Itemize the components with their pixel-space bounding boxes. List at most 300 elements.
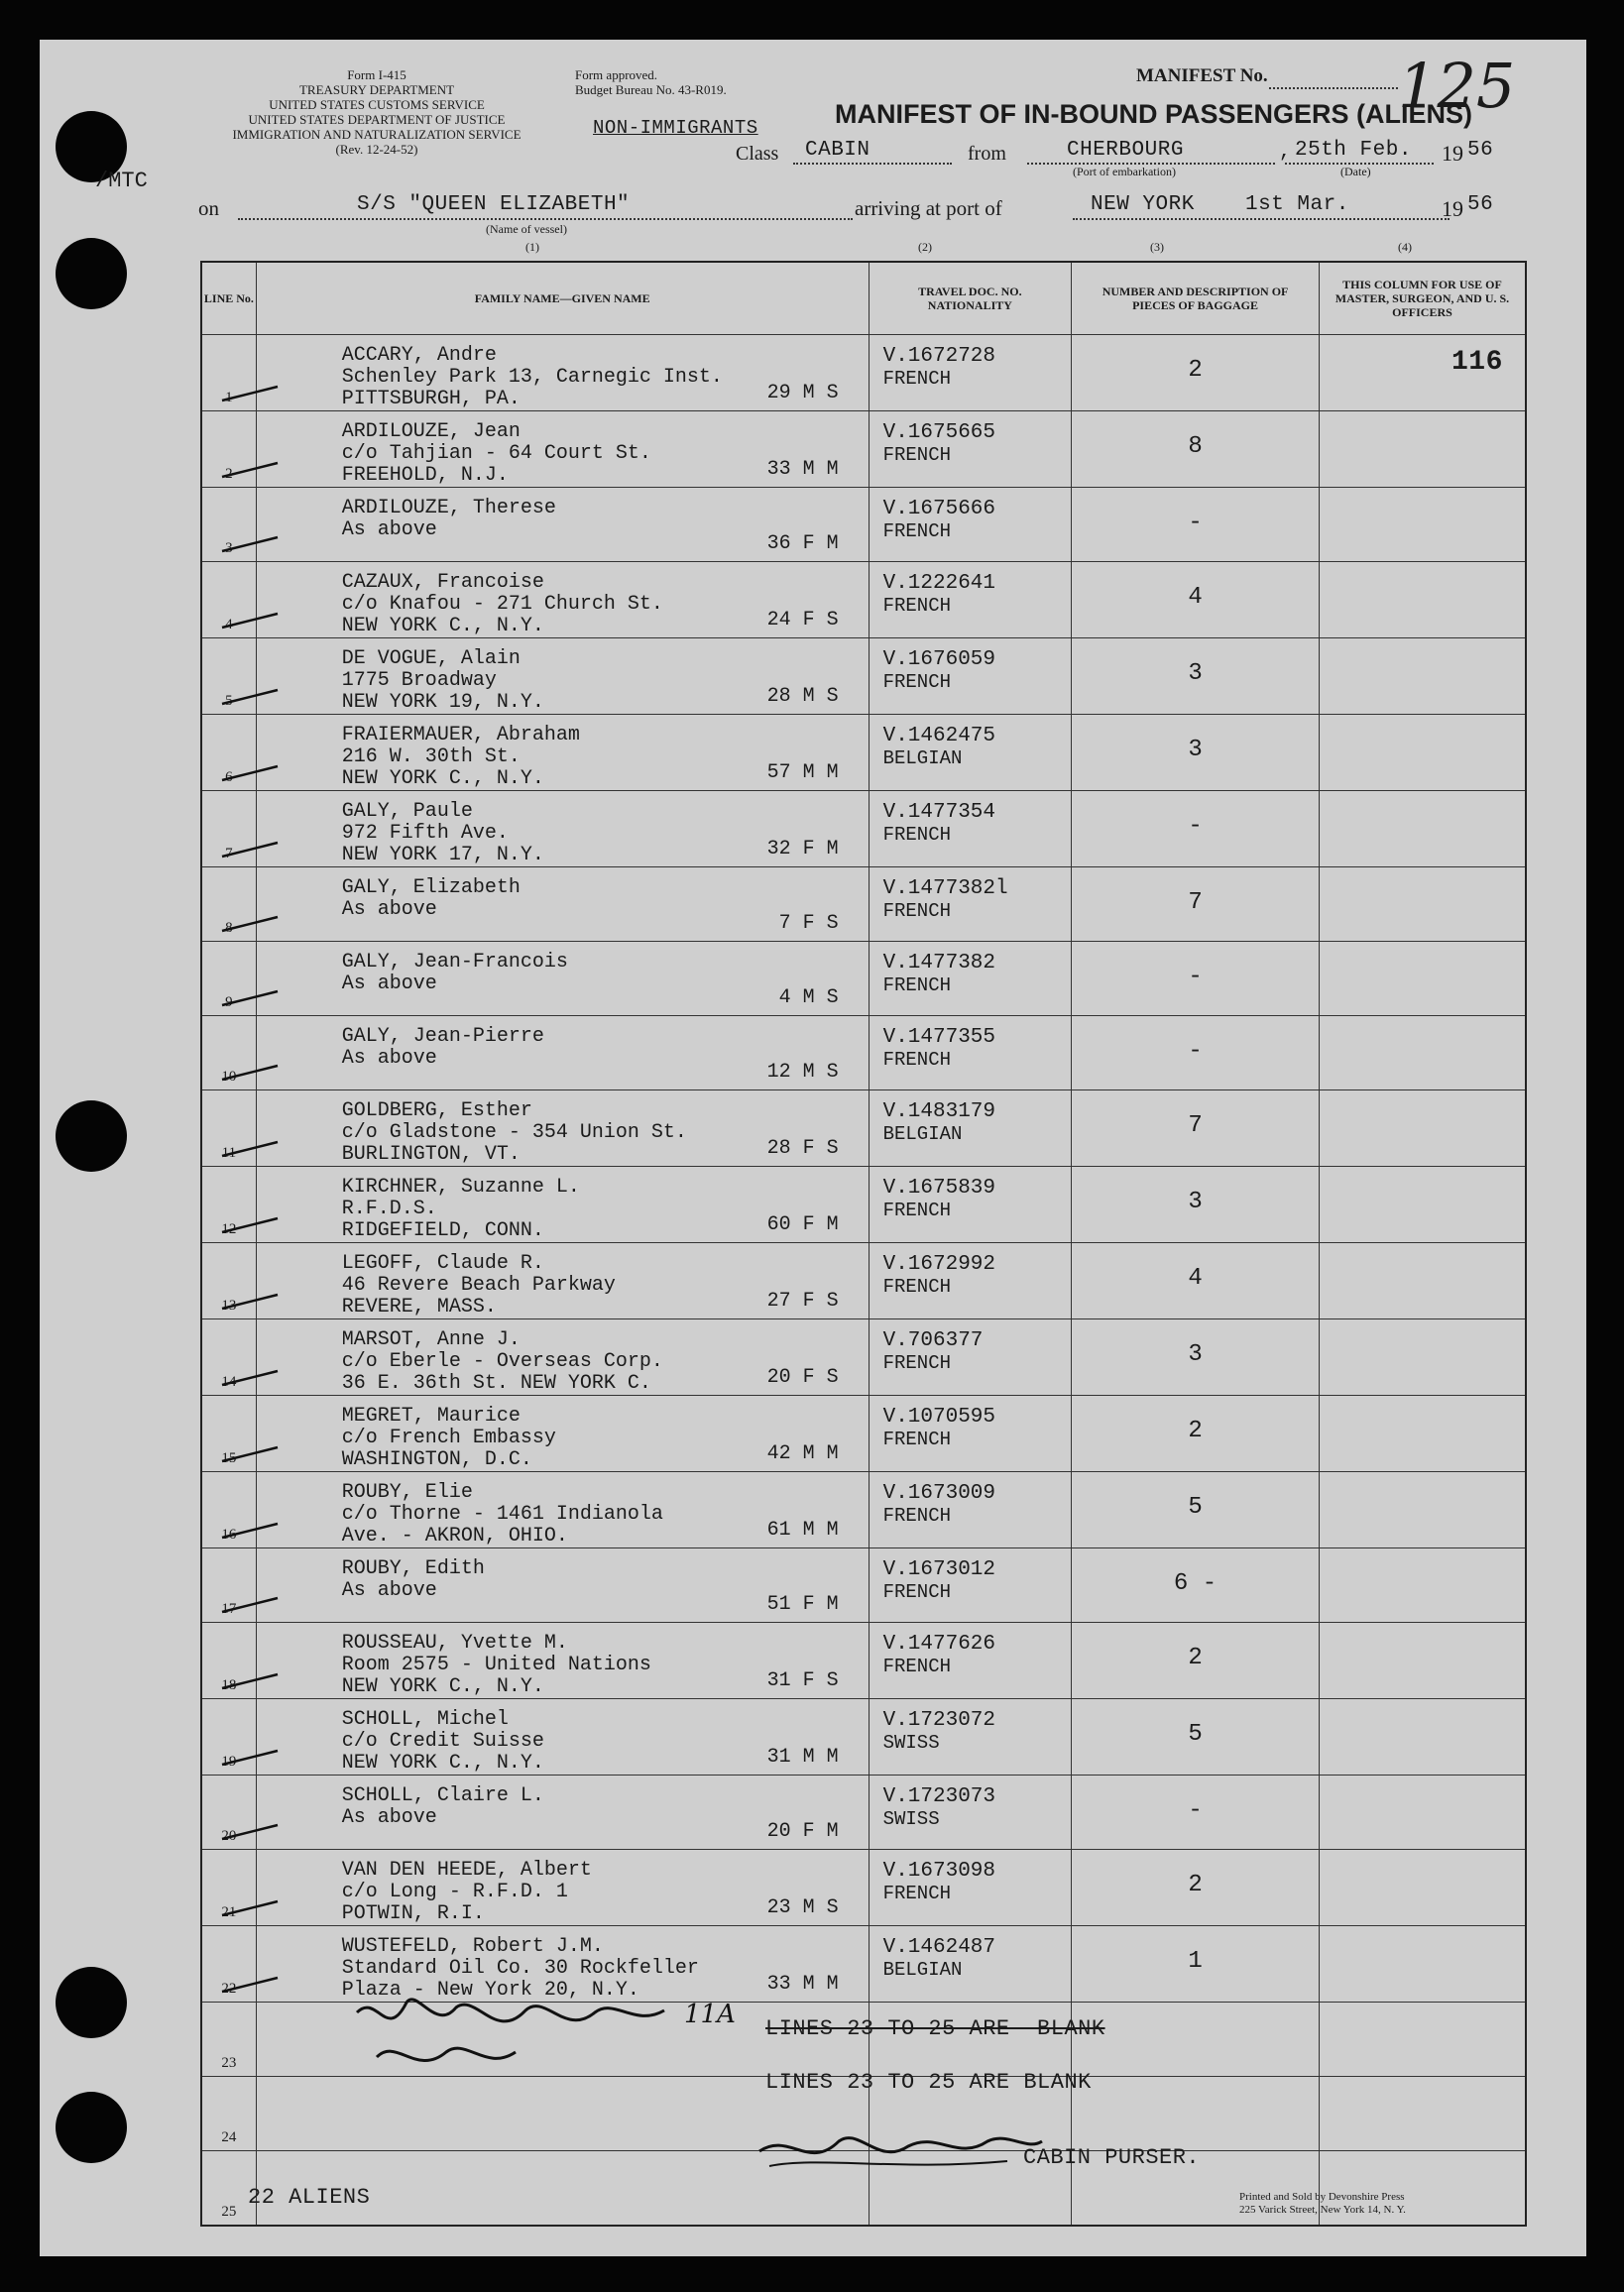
- line-number: [201, 791, 256, 867]
- passenger-name: SCHOLL, Michel: [341, 1708, 509, 1731]
- table-row: [201, 867, 1526, 942]
- officer-use-cell: [1319, 1472, 1526, 1548]
- age-sex-status: 61 M M: [766, 1519, 839, 1542]
- punch-hole: [56, 238, 127, 309]
- officer-use-cell: [1319, 791, 1526, 867]
- from-value: CHERBOURG: [1067, 139, 1184, 162]
- age-sex-status: 12 M S: [766, 1061, 839, 1084]
- address-line-2: FREEHOLD, N.J.: [341, 464, 509, 487]
- travel-doc-cell: [869, 1243, 1072, 1319]
- nationality: FRENCH: [882, 671, 952, 693]
- nationality: FRENCH: [882, 595, 952, 617]
- address-line-2: 36 E. 36th St. NEW YORK C.: [341, 1372, 651, 1395]
- officer-use-cell: [1319, 488, 1526, 562]
- line-number-text: 22: [221, 1981, 237, 1997]
- passenger-name: GALY, Jean-Pierre: [341, 1025, 544, 1048]
- travel-doc-number: V.1477355: [882, 1026, 996, 1049]
- dept-treasury: TREASURY DEPARTMENT: [298, 82, 455, 97]
- address-line-1: R.F.D.S.: [341, 1198, 437, 1220]
- departure-date: 25th Feb.: [1295, 139, 1412, 162]
- vessel-line: [238, 218, 853, 220]
- officer-use-cell: [1319, 1623, 1526, 1699]
- travel-doc-number: V.1676059: [882, 648, 996, 671]
- table-row: [201, 1016, 1526, 1090]
- printer-imprint: [1239, 2191, 1406, 2217]
- form-agencies: [198, 67, 555, 157]
- address-line-1: c/o Eberle - Overseas Corp.: [341, 1350, 663, 1373]
- officer-use-cell: [1319, 1396, 1526, 1472]
- passenger-cell: [256, 1243, 869, 1319]
- passenger-cell: [256, 488, 869, 562]
- address-line-2: BURLINGTON, VT.: [341, 1143, 521, 1166]
- travel-doc-cell: [869, 1850, 1072, 1926]
- line-number: [201, 1623, 256, 1699]
- nationality: BELGIAN: [882, 1123, 963, 1145]
- baggage-count: 2: [1188, 1418, 1203, 1444]
- nationality: FRENCH: [882, 1429, 952, 1450]
- baggage-count: -: [1188, 510, 1203, 536]
- officer-use-cell: [1319, 1090, 1526, 1167]
- passenger-name: ROUBY, Edith: [341, 1557, 485, 1580]
- travel-doc-number: V.1462475: [882, 725, 996, 747]
- manifest-no-line: [1269, 87, 1398, 89]
- address-line-2: Ave. - AKRON, OHIO.: [341, 1525, 568, 1547]
- travel-doc-cell: [869, 335, 1072, 411]
- line-number-text: 24: [221, 2129, 237, 2145]
- table-row: [201, 1548, 1526, 1623]
- nationality: SWISS: [882, 1732, 940, 1754]
- travel-doc-cell: [869, 715, 1072, 791]
- travel-doc-number: V.706377: [882, 1329, 984, 1352]
- line-number: [201, 942, 256, 1016]
- baggage-count: 8: [1188, 433, 1203, 460]
- printer-line-1: Printed and Sold by Devonshire Press: [1239, 2191, 1405, 2203]
- passenger-name: FRAIERMAUER, Abraham: [341, 724, 580, 746]
- table-row: [201, 1396, 1526, 1472]
- line-number-text: 9: [225, 994, 233, 1010]
- travel-doc-cell: [869, 1926, 1072, 2003]
- age-sex-status: 51 F M: [766, 1593, 839, 1616]
- line-number: [201, 1016, 256, 1090]
- travel-doc-number: V.1070595: [882, 1406, 996, 1429]
- blank-lines-note: LINES 23 TO 25 ARE BLANK: [765, 2070, 1092, 2095]
- table-row: [201, 1472, 1526, 1548]
- address-line-1: As above: [341, 518, 437, 541]
- line-number: [201, 335, 256, 411]
- baggage-count: [1072, 2003, 1319, 2024]
- address-line-1: As above: [341, 1047, 437, 1070]
- address-line-1: As above: [341, 898, 437, 921]
- travel-doc-number: V.1673012: [882, 1558, 996, 1581]
- officer-use-cell: [1319, 638, 1526, 715]
- travel-doc-number: V.1673009: [882, 1482, 996, 1505]
- purser-signature: [750, 2112, 1047, 2191]
- inspector-note: 11A: [684, 2000, 736, 2029]
- col-number-2: (2): [918, 240, 932, 254]
- officer-use-cell: [1319, 1548, 1526, 1623]
- passenger-name: WUSTEFELD, Robert J.M.: [341, 1935, 604, 1958]
- inspector-signature: [347, 1983, 763, 2092]
- vessel-name: S/S "QUEEN ELIZABETH": [357, 193, 631, 216]
- line-number-text: 21: [221, 1904, 237, 1920]
- officer-use-cell: [1319, 1926, 1526, 2003]
- table-row: [201, 1623, 1526, 1699]
- travel-doc-cell: [869, 1472, 1072, 1548]
- header-name: FAMILY NAME—GIVEN NAME: [256, 262, 869, 335]
- baggage-count: -: [1188, 964, 1203, 990]
- address-line-1: 972 Fifth Ave.: [341, 822, 509, 845]
- address-line-1: As above: [341, 1806, 437, 1829]
- baggage-count: 5: [1188, 1721, 1203, 1748]
- passenger-name: DE VOGUE, Alain: [341, 647, 521, 670]
- vessel-caption: (Name of vessel): [486, 222, 567, 236]
- baggage-cell: [1072, 715, 1320, 791]
- travel-doc-cell: [869, 942, 1072, 1016]
- line-number-text: 1: [225, 390, 233, 405]
- officer-use-cell: [1319, 2077, 1526, 2151]
- passenger-cell: [256, 411, 869, 488]
- class-label: Class: [736, 143, 779, 165]
- address-line-2: RIDGEFIELD, CONN.: [341, 1219, 544, 1242]
- col-number-3: (3): [1150, 240, 1164, 254]
- nationality: FRENCH: [882, 1505, 952, 1527]
- officer-use-cell: [1319, 1776, 1526, 1850]
- line-number-text: 12: [221, 1221, 237, 1237]
- nationality: FRENCH: [882, 1656, 952, 1677]
- line-number: [201, 1548, 256, 1623]
- baggage-cell: [1072, 2077, 1320, 2151]
- arriving-label: arriving at port of: [855, 196, 1002, 220]
- baggage-count: 5: [1188, 1494, 1203, 1521]
- total-aliens: 22 ALIENS: [248, 2185, 371, 2210]
- line-number-text: 5: [225, 693, 233, 709]
- age-sex-status: 28 M S: [766, 685, 839, 708]
- officer-use-cell: [1319, 867, 1526, 942]
- table-row: [201, 1776, 1526, 1850]
- passenger-cell: [256, 1319, 869, 1396]
- line-number: [201, 1850, 256, 1926]
- nationality: SWISS: [882, 1808, 940, 1830]
- nationality: FRENCH: [882, 824, 952, 846]
- passenger-name: GALY, Paule: [341, 800, 473, 823]
- table-row: [201, 638, 1526, 715]
- nationality: FRENCH: [882, 444, 952, 466]
- arrival-port: NEW YORK: [1091, 193, 1195, 216]
- passenger-name: GALY, Elizabeth: [341, 876, 521, 899]
- age-sex-status: 7 F S: [778, 912, 839, 935]
- line-number: [201, 1776, 256, 1850]
- travel-doc-cell: [869, 1396, 1072, 1472]
- age-sex-status: 33 M M: [766, 1973, 839, 1996]
- manifest-no-value: 125: [1398, 50, 1516, 122]
- line-number: [201, 715, 256, 791]
- age-sex-status: 29 M S: [766, 382, 839, 404]
- address-line-2: Plaza - New York 20, N.Y.: [341, 1979, 639, 2002]
- baggage-cell: [1072, 1472, 1320, 1548]
- dept-immigration: IMMIGRATION AND NATURALIZATION SERVICE: [232, 127, 522, 142]
- nationality: FRENCH: [882, 368, 952, 390]
- passenger-cell: [256, 1850, 869, 1926]
- age-sex-status: 60 F M: [766, 1213, 839, 1236]
- passenger-cell: [256, 791, 869, 867]
- baggage-cell: [1072, 791, 1320, 867]
- address-line-1: Schenley Park 13, Carnegic Inst.: [341, 366, 723, 389]
- officer-use-cell: [1319, 1850, 1526, 1926]
- passenger-cell: [256, 1548, 869, 1623]
- passenger-cell: [256, 1472, 869, 1548]
- arrival-line: [1073, 218, 1450, 220]
- passenger-table: [200, 261, 1527, 2227]
- travel-doc-cell: [869, 1699, 1072, 1776]
- travel-doc-cell: [869, 867, 1072, 942]
- line-number-text: 7: [225, 846, 233, 861]
- officer-use-cell: [1319, 715, 1526, 791]
- passenger-cell: [256, 1016, 869, 1090]
- line-number: [201, 1699, 256, 1776]
- table-row: [201, 1090, 1526, 1167]
- nationality: FRENCH: [882, 900, 952, 922]
- age-sex-status: 42 M M: [766, 1442, 839, 1465]
- nationality: FRENCH: [882, 1581, 952, 1603]
- nationality: BELGIAN: [882, 747, 963, 769]
- punch-hole: [56, 2092, 127, 2163]
- address-line-1: 1775 Broadway: [341, 669, 497, 692]
- age-sex-status: 33 M M: [766, 458, 839, 481]
- officer-use-cell: [1319, 942, 1526, 1016]
- address-line-2: POTWIN, R.I.: [341, 1902, 485, 1925]
- baggage-cell: [1072, 488, 1320, 562]
- table-row: [201, 715, 1526, 791]
- officer-use-cell: [1319, 1699, 1526, 1776]
- dept-justice: UNITED STATES DEPARTMENT OF JUSTICE: [248, 112, 506, 127]
- passenger-name: LEGOFF, Claude R.: [341, 1252, 544, 1275]
- passenger-name: VAN DEN HEEDE, Albert: [341, 1859, 592, 1882]
- baggage-count: 3: [1188, 737, 1203, 763]
- baggage-count: 4: [1188, 1265, 1203, 1292]
- arrival-year-prefix: 19: [1442, 196, 1463, 221]
- passenger-cell: [256, 1623, 869, 1699]
- class-line: [793, 163, 952, 165]
- travel-doc-cell: [869, 1016, 1072, 1090]
- address-line-1: As above: [341, 1579, 437, 1602]
- nationality: FRENCH: [882, 520, 952, 542]
- address-line-1: c/o Gladstone - 354 Union St.: [341, 1121, 687, 1144]
- age-sex-status: 31 M M: [766, 1746, 839, 1769]
- travel-doc-cell: [869, 1319, 1072, 1396]
- travel-doc-cell: [869, 1548, 1072, 1623]
- address-line-1: c/o Credit Suisse: [341, 1730, 544, 1753]
- address-line-2: NEW YORK C., N.Y.: [341, 1752, 544, 1775]
- travel-doc-number: V.1222641: [882, 572, 996, 595]
- line-number-text: 4: [225, 617, 233, 632]
- travel-doc-number: V.1483179: [882, 1100, 996, 1123]
- baggage-cell: [1072, 411, 1320, 488]
- line-number-text: 15: [221, 1450, 237, 1466]
- address-line-1: c/o Thorne - 1461 Indianola: [341, 1503, 663, 1526]
- form-revision: (Rev. 12-24-52): [335, 142, 418, 157]
- age-sex-status: 24 F S: [766, 609, 839, 631]
- baggage-cell: [1072, 1926, 1320, 2003]
- address-line-1: c/o Long - R.F.D. 1: [341, 1881, 568, 1903]
- travel-doc-number: V.1675665: [882, 421, 996, 444]
- travel-doc-number: V.1477382: [882, 952, 996, 974]
- line-number-text: 25: [221, 2204, 237, 2220]
- officer-use-cell: [1319, 1243, 1526, 1319]
- table-row: [201, 562, 1526, 638]
- from-label: from: [968, 143, 1006, 165]
- purser-label: CABIN PURSER.: [1023, 2145, 1201, 2170]
- travel-doc-cell: [869, 562, 1072, 638]
- header-doc: TRAVEL DOC. NO. NATIONALITY: [869, 262, 1072, 335]
- manifest-title: MANIFEST OF IN-BOUND PASSENGERS (ALIENS): [835, 99, 1473, 129]
- baggage-count: 2: [1188, 1645, 1203, 1671]
- departure-year-prefix: 19: [1442, 141, 1463, 166]
- baggage-count: 7: [1188, 1112, 1203, 1139]
- baggage-count: -: [1188, 1038, 1203, 1065]
- nationality: FRENCH: [882, 1352, 952, 1374]
- baggage-cell: [1072, 1243, 1320, 1319]
- line-number: [201, 411, 256, 488]
- form-approved: Form approved.: [575, 67, 658, 82]
- table-row: [201, 942, 1526, 1016]
- baggage-cell: [1072, 1623, 1320, 1699]
- address-line-1: 216 W. 30th St.: [341, 745, 521, 768]
- travel-doc-cell: [869, 1167, 1072, 1243]
- arrival-date: 1st Mar.: [1245, 193, 1349, 216]
- travel-doc-cell: [869, 1090, 1072, 1167]
- baggage-count: 3: [1188, 660, 1203, 687]
- age-sex-status: 32 F M: [766, 838, 839, 860]
- baggage-cell: [1072, 942, 1320, 1016]
- age-sex-status: 36 F M: [766, 532, 839, 555]
- header-officers: THIS COLUMN FOR USE OF MASTER, SURGEON, AND U. S. OFFICERS: [1319, 262, 1526, 335]
- officer-note: 116: [1451, 347, 1503, 378]
- line-number: [201, 488, 256, 562]
- line-number-text: 20: [221, 1828, 237, 1844]
- line-number-text: 3: [225, 540, 233, 556]
- travel-doc-number: V.1477626: [882, 1633, 996, 1656]
- age-sex-status: 57 M M: [766, 761, 839, 784]
- line-number: [201, 1396, 256, 1472]
- nationality: FRENCH: [882, 1276, 952, 1298]
- baggage-cell: [1072, 1850, 1320, 1926]
- passenger-name: MEGRET, Maurice: [341, 1405, 521, 1428]
- line-number: [201, 1090, 256, 1167]
- address-line-2: NEW YORK C., N.Y.: [341, 615, 544, 637]
- address-line-2: NEW YORK C., N.Y.: [341, 1675, 544, 1698]
- passenger-name: KIRCHNER, Suzanne L.: [341, 1176, 580, 1199]
- line-number-text: 11: [221, 1145, 237, 1161]
- passenger-cell: [256, 1090, 869, 1167]
- baggage-count: 2: [1188, 1872, 1203, 1898]
- travel-doc-number: V.1672728: [882, 345, 996, 368]
- address-line-1: Room 2575 - United Nations: [341, 1654, 651, 1676]
- line-number-text: 2: [225, 466, 233, 482]
- category: NON-IMMIGRANTS: [593, 117, 758, 139]
- address-line-2: REVERE, MASS.: [341, 1296, 497, 1318]
- passenger-name: GOLDBERG, Esther: [341, 1099, 532, 1122]
- col-number-4: (4): [1398, 240, 1412, 254]
- baggage-count: 4: [1188, 584, 1203, 611]
- age-sex-status: 20 F M: [766, 1820, 839, 1843]
- nationality: FRENCH: [882, 1200, 952, 1221]
- passenger-name: ARDILOUZE, Therese: [341, 497, 556, 519]
- baggage-cell: [1072, 1699, 1320, 1776]
- baggage-cell: [1072, 2003, 1320, 2077]
- passenger-cell: [256, 638, 869, 715]
- passenger-name: SCHOLL, Claire L.: [341, 1784, 544, 1807]
- address-line-1: c/o Knafou - 271 Church St.: [341, 593, 663, 616]
- age-sex-status: 28 F S: [766, 1137, 839, 1160]
- passenger-name: CAZAUX, Francoise: [341, 571, 544, 594]
- age-sex-status: 23 M S: [766, 1896, 839, 1919]
- port-caption: (Port of embarkation): [1073, 165, 1176, 178]
- travel-doc-number: V.1723072: [882, 1709, 996, 1732]
- baggage-count: 3: [1188, 1189, 1203, 1215]
- arrival-year: 56: [1467, 193, 1494, 216]
- baggage-cell: [1072, 867, 1320, 942]
- age-sex-status: 27 F S: [766, 1290, 839, 1313]
- passenger-cell: [256, 335, 869, 411]
- officer-use-cell: [1319, 2003, 1526, 2077]
- baggage-cell: [1072, 638, 1320, 715]
- address-line-1: As above: [341, 973, 437, 995]
- col-number-1: (1): [525, 240, 539, 254]
- address-line-1: c/o Tahjian - 64 Court St.: [341, 442, 651, 465]
- age-sex-status: 4 M S: [778, 986, 839, 1009]
- table-header: [201, 262, 1526, 335]
- line-number: [201, 1472, 256, 1548]
- travel-doc-number: V.1673098: [882, 1860, 996, 1883]
- on-label: on: [198, 196, 219, 220]
- passenger-cell: [256, 1396, 869, 1472]
- table-row: [201, 1319, 1526, 1396]
- passenger-name: MARSOT, Anne J.: [341, 1328, 521, 1351]
- header-baggage: NUMBER AND DESCRIPTION OF PIECES OF BAGGAGE: [1072, 262, 1320, 335]
- travel-doc-cell: [869, 1776, 1072, 1850]
- baggage-cell: [1072, 562, 1320, 638]
- passenger-name: ROUSSEAU, Yvette M.: [341, 1632, 568, 1655]
- punch-hole: [56, 1100, 127, 1172]
- passenger-name: GALY, Jean-Francois: [341, 951, 568, 974]
- passenger-name: ARDILOUZE, Jean: [341, 420, 521, 443]
- passenger-cell: [256, 715, 869, 791]
- line-number: [201, 638, 256, 715]
- table-row: [201, 1699, 1526, 1776]
- line-number-text: 16: [221, 1527, 237, 1543]
- nationality: FRENCH: [882, 1049, 952, 1071]
- passenger-cell: [256, 1776, 869, 1850]
- line-number: [201, 562, 256, 638]
- printer-line-2: 225 Varick Street, New York 14, N. Y.: [1239, 2204, 1406, 2216]
- travel-doc-number: V.1672992: [882, 1253, 996, 1276]
- age-sex-status: 20 F S: [766, 1366, 839, 1389]
- table-row: [201, 791, 1526, 867]
- line-number-text: 18: [221, 1677, 237, 1693]
- travel-doc-number: V.1675666: [882, 498, 996, 520]
- baggage-count: -: [1188, 813, 1203, 840]
- officer-use-cell: [1319, 1016, 1526, 1090]
- baggage-count: 3: [1188, 1341, 1203, 1368]
- class-value: CABIN: [805, 139, 870, 162]
- line-number: [201, 1319, 256, 1396]
- punch-hole: [56, 1967, 127, 2038]
- baggage-count: -: [1188, 1797, 1203, 1824]
- passenger-cell: [256, 562, 869, 638]
- line-number: [201, 1243, 256, 1319]
- baggage-cell: [1072, 1776, 1320, 1850]
- baggage-cell: [1072, 1016, 1320, 1090]
